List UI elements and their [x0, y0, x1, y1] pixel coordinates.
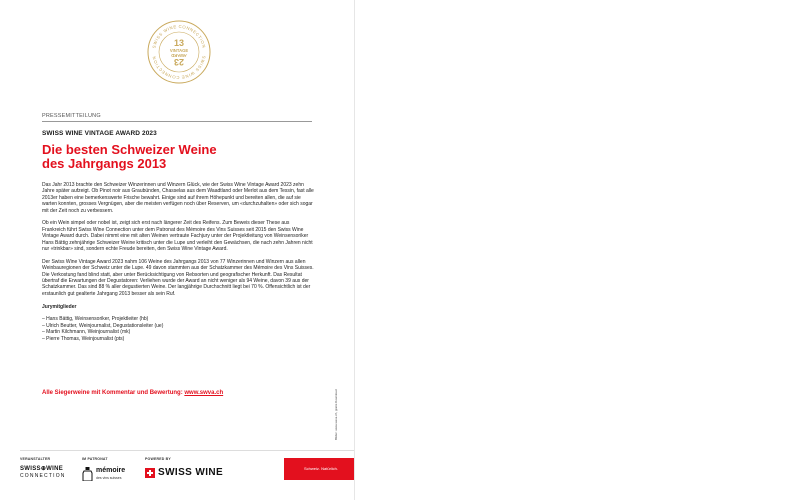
- bottle-icon: [82, 467, 93, 481]
- paragraph-1: Das Jahr 2013 brachte den Schweizer Winzerinnen und Winzern Glück, wie der Swiss Wine Vintage Award 2023 zehn Jahre später aufzeigt. Ob Pinot noir aus Graubünden, Chasselas aus dem Waadtland oder Merlot aus dem Tessin, fast alle 2013er haben eine bemerkenswerte Frische bewahrt. Einige sind auf ihrem Höhepunkt und bereiten allen, die auf sie warten konnten, grosses Vergnügen, aber die meisten verfügen noch über Reserven, um «durchzuhalten» oder sich sogar mit der Zeit noch zu verbessern.: [42, 182, 314, 214]
- paragraph-2: Ob ein Wein simpel oder nobel ist, zeigt sich erst nach längerer Zeit des Reifens. Zum Beweis dieser These aus Frankreich führt Swiss Wine Connection unter dem Patronat des Mémoire des Vins Suisses seit 2015 den Swiss Wine Vintage Award durch. Dabei nimmt eine mit alten Weinen vertraute Fachjury unter der Projektleitung von Weinsensoriker Hans Bättig zehnjährige Schweizer Weine kritisch unter die Lupe und verleiht den Gewächsen, die nach zehn Jahren nicht nur «trinkbar» sind, sondern echte Freude bereiten, den Swiss Wine Vintage Award.: [42, 220, 313, 253]
- title-line-2: des Jahrgangs 2013: [42, 156, 167, 171]
- jury-heading: Jurymitglieder: [42, 303, 77, 310]
- jury-member: – Hans Bättig, Weinsensoriker, Projektleiter (hb): [42, 316, 149, 323]
- jury-member: – Pierre Thomas, Weinjournalist (pts): [42, 335, 125, 342]
- vintage-award-seal: [147, 20, 211, 84]
- slogan: Schweiz. Natürlich.: [304, 466, 339, 471]
- swiss-wine-connection-logo: [20, 466, 66, 480]
- photo-credit-text: Bilder: www.swva.ch, gratis Download: [334, 389, 338, 440]
- paragraph-3: Der Swiss Wine Vintage Award 2023 nahm 106 Weine des Jahrgangs 2013 von 77 Winzerinnen und Winzern aus allen Weinbauregionen der Schweiz unter die Lupe. 49 davon stammten aus der Schatzkammer des Mémoire des Vins Suisses. Die Verkostung fand blind statt, aber unter Berücksichtigung von Rebsorten und geografischer Herkunft. Das Resultat übertraf die Erwartungen der Degustatoren: Verliehen wurde der Award an nicht weniger als 94 Weine, davon 39 aus der Schatzkammer. Das sind 88 % aller degustierten Weine. Der langjährige Durchschnitt liegt bei 70 %. Offensichtlich ist der erstaunlich gut gealterte Jahrgang 2013 besser als sein Ruf.: [42, 258, 314, 297]
- blank-right-area: [354, 0, 800, 500]
- page-title: [42, 143, 322, 171]
- seal-word-2: AWARD: [171, 53, 187, 58]
- winners-callout-text: Alle Siegerweine mit Kommentar und Bewertung:: [42, 390, 185, 396]
- seal-word: VINTAGE: [169, 48, 189, 53]
- winners-callout: [42, 390, 223, 396]
- swc-logo-bottom: CONNECTION: [20, 473, 66, 479]
- seal-number-bottom: 23: [173, 57, 185, 67]
- powered-by-label: POWERED BY: [145, 457, 171, 461]
- swiss-wine-name: SWISS WINE: [158, 467, 224, 478]
- photo-credit: [334, 389, 342, 442]
- memoire-name: mémoire: [96, 467, 126, 474]
- organizer-label: VERANSTALTER: [20, 457, 51, 461]
- seal-number-top: 13: [173, 38, 185, 48]
- swiss-cross-icon: [145, 468, 155, 478]
- jury-member: – Ulrich Beutter, Weinjournalist, Degustationsleiter (ue): [42, 322, 164, 329]
- swva-link[interactable]: www.swva.ch: [184, 390, 224, 396]
- divider: [42, 121, 312, 122]
- patronage-label: IM PATRONAT: [82, 457, 108, 461]
- article-body: [42, 182, 314, 342]
- swc-logo-top: SWISS⊕WINE: [20, 466, 64, 472]
- title-line-1: Die besten Schweizer Weine: [42, 142, 217, 157]
- slogan-bar: [284, 458, 354, 480]
- award-subheading: SWISS WINE VINTAGE AWARD 2023: [42, 130, 157, 137]
- press-release-label: PRESSEMITTEILUNG: [42, 113, 101, 119]
- footer-divider: [20, 450, 354, 451]
- seal-ring-top: SWISS WINE CONNECTION: [151, 23, 207, 49]
- memoire-sub: des vins suisses: [96, 476, 122, 480]
- jury-list: [42, 316, 314, 342]
- seal-ring-bottom: SWISS WINE CONNECTION: [151, 55, 207, 81]
- jury-member: – Martin Kilchmann, Weinjournalist (mk): [42, 329, 131, 336]
